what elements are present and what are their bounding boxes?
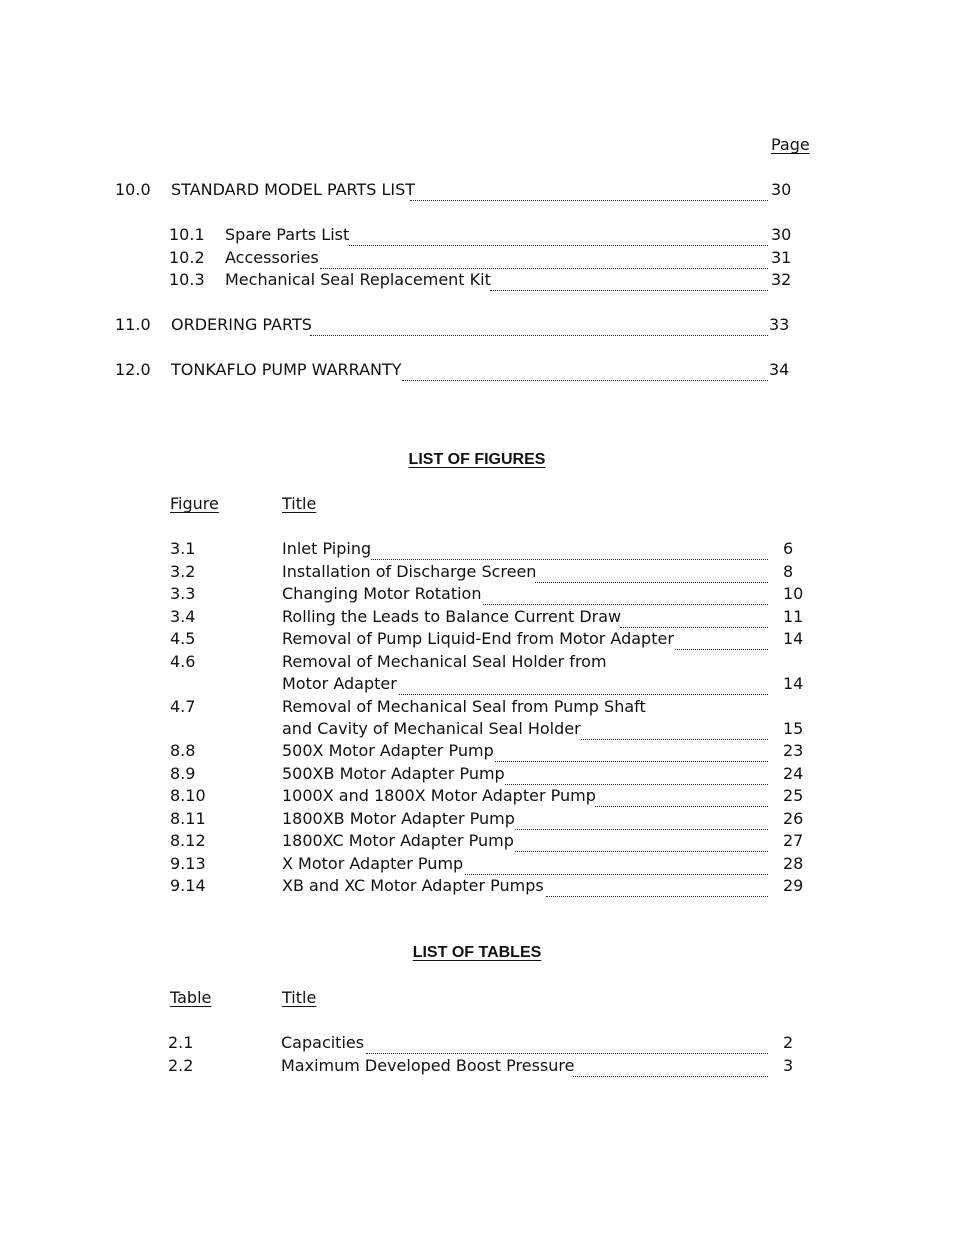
toc-section-number: 11.0 xyxy=(115,315,151,334)
toc-subsection-number: 10.1 xyxy=(169,225,205,244)
toc-subsection-title: Accessories xyxy=(225,248,319,267)
figure-number: 8.12 xyxy=(170,831,206,850)
figures-title-column-header: Title xyxy=(282,494,317,513)
dot-leader xyxy=(620,627,768,628)
figure-page: 6 xyxy=(783,539,794,558)
dot-leader xyxy=(483,604,768,605)
dot-leader xyxy=(402,380,768,381)
figure-page: 24 xyxy=(783,764,804,783)
dot-leader xyxy=(320,268,768,269)
figure-number: 4.6 xyxy=(170,652,196,671)
toc-section-page: 34 xyxy=(769,360,790,379)
toc-section-number: 12.0 xyxy=(115,360,151,379)
figure-page: 29 xyxy=(783,876,804,895)
table-title: Capacities xyxy=(281,1033,365,1052)
toc-subsection-page: 30 xyxy=(771,225,792,244)
toc-subsection-number: 10.3 xyxy=(169,270,205,289)
dot-leader xyxy=(675,649,768,650)
figure-number: 4.7 xyxy=(170,697,196,716)
figure-title: 1800XC Motor Adapter Pump xyxy=(282,831,514,850)
figure-title: Changing Motor Rotation xyxy=(282,584,482,603)
figures-heading: LIST OF FIGURES xyxy=(408,451,546,468)
tables-heading: LIST OF TABLES xyxy=(412,944,542,961)
figure-title: X Motor Adapter Pump xyxy=(282,854,464,873)
toc-section-page: 30 xyxy=(771,180,792,199)
figure-page: 11 xyxy=(783,607,804,626)
toc-subsection-page: 31 xyxy=(771,248,792,267)
dot-leader xyxy=(573,1076,768,1077)
figure-page: 14 xyxy=(783,629,804,648)
figure-page: 28 xyxy=(783,854,804,873)
toc-subsection-title: Spare Parts List xyxy=(225,225,350,244)
tables-title-column-header: Title xyxy=(282,988,317,1007)
figure-title: XB and XC Motor Adapter Pumps xyxy=(282,876,544,895)
figure-title: Removal of Pump Liquid-End from Motor Adapter xyxy=(282,629,674,648)
toc-section-title: TONKAFLO PUMP WARRANTY xyxy=(171,360,402,379)
dot-leader xyxy=(495,761,768,762)
figure-number: 9.13 xyxy=(170,854,206,873)
figure-number: 3.3 xyxy=(170,584,196,603)
figure-number: 3.4 xyxy=(170,607,196,626)
table-page: 2 xyxy=(783,1033,794,1052)
dot-leader xyxy=(410,200,768,201)
dot-leader xyxy=(490,290,768,291)
table-number: 2.1 xyxy=(168,1033,194,1052)
figure-page: 10 xyxy=(783,584,804,603)
dot-leader xyxy=(535,582,768,583)
figure-number: 4.5 xyxy=(170,629,196,648)
table-title: Maximum Developed Boost Pressure xyxy=(281,1056,575,1075)
figure-number: 9.14 xyxy=(170,876,206,895)
dot-leader xyxy=(399,694,768,695)
figures-number-column-header: Figure xyxy=(170,494,219,513)
dot-leader xyxy=(465,874,768,875)
dot-leader xyxy=(515,851,768,852)
figure-page: 15 xyxy=(783,719,804,738)
figure-title: 500XB Motor Adapter Pump xyxy=(282,764,505,783)
figure-number: 8.8 xyxy=(170,741,196,760)
toc-section-title: STANDARD MODEL PARTS LIST xyxy=(171,180,416,199)
dot-leader xyxy=(595,806,768,807)
dot-leader xyxy=(515,829,768,830)
toc-subsection-number: 10.2 xyxy=(169,248,205,267)
figure-title: Removal of Mechanical Seal from Pump Shaft xyxy=(282,697,646,716)
toc-subsection-title: Mechanical Seal Replacement Kit xyxy=(225,270,491,289)
figure-number: 8.10 xyxy=(170,786,206,805)
figure-page: 25 xyxy=(783,786,804,805)
figure-title: 1800XB Motor Adapter Pump xyxy=(282,809,515,828)
dot-leader xyxy=(546,896,768,897)
page-column-label: Page xyxy=(771,135,810,154)
dot-leader xyxy=(366,1053,768,1054)
figure-title-continued: Motor Adapter xyxy=(282,674,397,693)
dot-leader xyxy=(310,335,768,336)
figure-title: Installation of Discharge Screen xyxy=(282,562,537,581)
figure-title: 1000X and 1800X Motor Adapter Pump xyxy=(282,786,596,805)
figure-number: 8.9 xyxy=(170,764,196,783)
dot-leader xyxy=(581,739,768,740)
toc-subsection-page: 32 xyxy=(771,270,792,289)
toc-section-page: 33 xyxy=(769,315,790,334)
dot-leader xyxy=(371,559,768,560)
figure-number: 8.11 xyxy=(170,809,206,828)
figure-number: 3.1 xyxy=(170,539,196,558)
dot-leader xyxy=(505,784,768,785)
toc-section-number: 10.0 xyxy=(115,180,151,199)
figure-title-continued: and Cavity of Mechanical Seal Holder xyxy=(282,719,581,738)
figure-page: 27 xyxy=(783,831,804,850)
dot-leader xyxy=(349,245,768,246)
figure-title: Inlet Piping xyxy=(282,539,372,558)
figure-number: 3.2 xyxy=(170,562,196,581)
tables-number-column-header: Table xyxy=(170,988,212,1007)
figure-title: 500X Motor Adapter Pump xyxy=(282,741,494,760)
figure-page: 8 xyxy=(783,562,794,581)
table-page: 3 xyxy=(783,1056,794,1075)
figure-title: Rolling the Leads to Balance Current Draw xyxy=(282,607,622,626)
figure-title: Removal of Mechanical Seal Holder from xyxy=(282,652,607,671)
figure-page: 26 xyxy=(783,809,804,828)
figure-page: 14 xyxy=(783,674,804,693)
figure-page: 23 xyxy=(783,741,804,760)
toc-section-title: ORDERING PARTS xyxy=(171,315,312,334)
table-number: 2.2 xyxy=(168,1056,194,1075)
